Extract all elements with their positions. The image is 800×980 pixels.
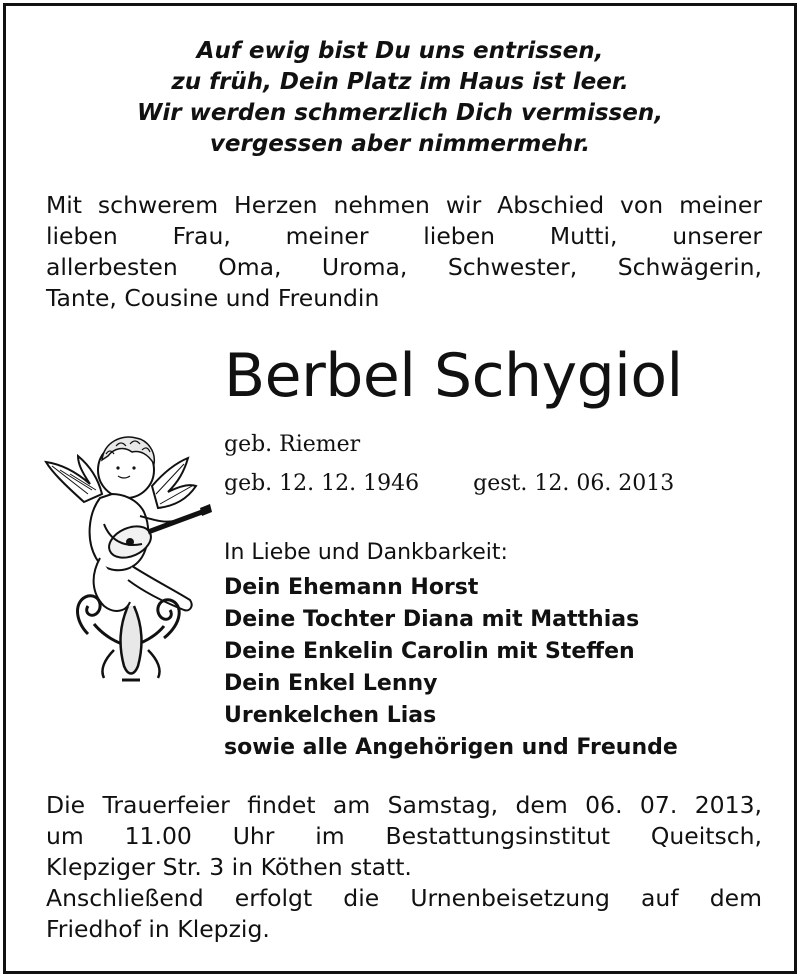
intro-line: allerbesten Oma, Uroma, Schwester, Schwägerin, bbox=[46, 253, 762, 281]
verse-line: Auf ewig bist Du uns entrissen, bbox=[196, 38, 604, 64]
birth-name: geb. Riemer bbox=[224, 432, 361, 457]
deceased-name: Berbel Schygiol bbox=[224, 341, 683, 411]
farewell-intro bbox=[46, 190, 762, 314]
verse-line: zu früh, Dein Platz im Haus ist leer. bbox=[171, 69, 629, 95]
obituary-notice bbox=[3, 3, 797, 974]
intro-line: Mit schwerem Herzen nehmen wir Abschied von meiner bbox=[46, 191, 762, 219]
death-date: gest. 12. 06. 2013 bbox=[473, 471, 675, 496]
service-line: Klepziger Str. 3 in Köthen statt. bbox=[46, 853, 412, 881]
mourner: Dein Enkel Lenny bbox=[224, 671, 438, 696]
verse-line: Wir werden schmerzlich Dich vermissen, bbox=[137, 100, 663, 126]
mourner: Deine Enkelin Carolin mit Steffen bbox=[224, 639, 635, 664]
intro-line: Tante, Cousine und Freundin bbox=[46, 284, 380, 312]
mourner: Dein Ehemann Horst bbox=[224, 575, 479, 600]
service-line: Die Trauerfeier findet am Samstag, dem 06. 07. 2013, bbox=[46, 791, 762, 819]
memorial-verse bbox=[6, 36, 794, 160]
mourners-list bbox=[224, 572, 678, 764]
service-line: Friedhof in Klepzig. bbox=[46, 915, 270, 943]
life-dates bbox=[224, 469, 674, 499]
service-line: um 11.00 Uhr im Bestattungsinstitut Queitsch, bbox=[46, 822, 762, 850]
mourner: Deine Tochter Diana mit Matthias bbox=[224, 607, 640, 632]
funeral-service-details bbox=[46, 790, 762, 945]
intro-line: lieben Frau, meiner lieben Mutti, unserer bbox=[46, 222, 762, 250]
verse-line: vergessen aber nimmermehr. bbox=[209, 131, 591, 157]
mourner: sowie alle Angehörigen und Freunde bbox=[224, 735, 678, 760]
cherub-with-lute-icon bbox=[44, 424, 214, 686]
mourner: Urenkelchen Lias bbox=[224, 703, 437, 728]
thanks-line: In Liebe und Dankbarkeit: bbox=[224, 540, 508, 565]
birth-date: geb. 12. 12. 1946 bbox=[224, 471, 420, 496]
service-line: Anschließend erfolgt die Urnenbeisetzung auf dem bbox=[46, 884, 762, 912]
